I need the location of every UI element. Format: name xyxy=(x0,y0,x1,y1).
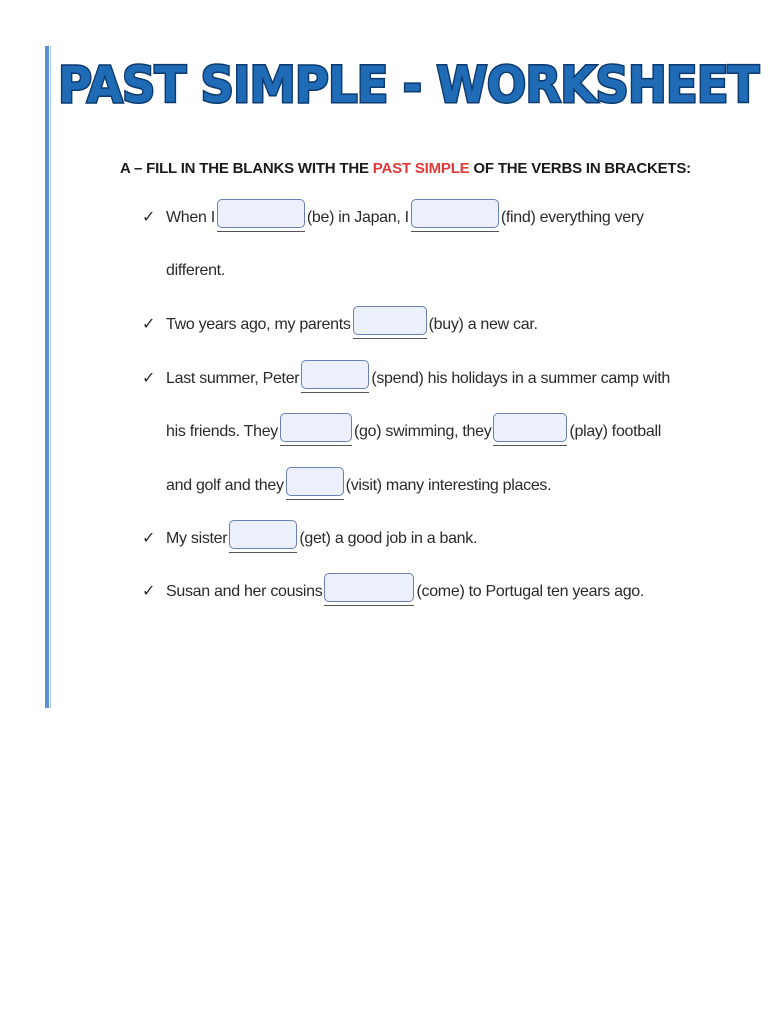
sentence-2-line-1 xyxy=(166,311,538,339)
answer-input-3[interactable] xyxy=(353,306,427,335)
instruction-text-end: OF THE VERBS IN BRACKETS: xyxy=(469,160,691,177)
sentence-text: Last summer, Peter xyxy=(166,370,300,387)
answer-blank-6[interactable] xyxy=(493,419,567,446)
worksheet-title: PAST SIMPLE - WORKSHEET xyxy=(58,56,759,114)
answer-input-2[interactable] xyxy=(411,199,499,228)
sentence-4-line-1 xyxy=(166,525,477,553)
sentence-text: My sister xyxy=(166,530,228,547)
sentence-text: (play) football xyxy=(569,423,662,440)
section-a-instruction xyxy=(120,160,691,177)
sentence-3-line-3 xyxy=(166,472,551,500)
sentence-3-line-1 xyxy=(166,365,670,393)
answer-input-9[interactable] xyxy=(324,573,414,602)
answer-input-4[interactable] xyxy=(301,360,369,389)
sentence-text: Two years ago, my parents xyxy=(166,316,351,333)
sentence-text: different. xyxy=(166,262,225,279)
check-mark-icon: ✓ xyxy=(142,530,156,547)
sentence-text: (get) a good job in a bank. xyxy=(299,530,478,547)
sentence-text: (spend) his holidays in a summer camp with xyxy=(371,370,670,387)
answer-blank-7[interactable] xyxy=(286,473,344,500)
answer-blank-3[interactable] xyxy=(353,312,427,339)
answer-input-1[interactable] xyxy=(217,199,305,228)
check-mark-icon: ✓ xyxy=(142,583,156,600)
answer-input-5[interactable] xyxy=(280,413,352,442)
sentence-5-line-1 xyxy=(166,578,644,606)
check-mark-icon: ✓ xyxy=(142,209,156,226)
left-margin-rule xyxy=(45,46,49,708)
check-mark-icon: ✓ xyxy=(142,370,156,387)
sentence-text: (buy) a new car. xyxy=(428,316,538,333)
instruction-text-start: A – FILL IN THE BLANKS WITH THE xyxy=(120,160,373,177)
sentence-text: (come) to Portugal ten years ago. xyxy=(416,583,645,600)
sentence-3-line-2 xyxy=(166,418,661,446)
sentence-1-line-1 xyxy=(166,204,644,232)
answer-input-6[interactable] xyxy=(493,413,567,442)
answer-blank-1[interactable] xyxy=(217,205,305,232)
answer-blank-4[interactable] xyxy=(301,366,369,393)
sentence-text: his friends. They xyxy=(166,423,278,440)
sentence-text: (visit) many interesting places. xyxy=(345,477,552,494)
check-mark-icon: ✓ xyxy=(142,316,156,333)
sentence-text: (go) swimming, they xyxy=(354,423,492,440)
sentence-text: (find) everything very xyxy=(500,209,644,226)
answer-blank-8[interactable] xyxy=(229,526,297,553)
sentence-text: Susan and her cousins xyxy=(166,583,323,600)
sentence-text: When I xyxy=(166,209,215,226)
instruction-highlight: PAST SIMPLE xyxy=(372,160,470,177)
answer-input-7[interactable] xyxy=(286,467,344,496)
sentence-text: and golf and they xyxy=(166,477,284,494)
answer-blank-9[interactable] xyxy=(324,579,414,606)
answer-blank-2[interactable] xyxy=(411,205,499,232)
sentence-text: (be) in Japan, I xyxy=(306,209,409,226)
answer-input-8[interactable] xyxy=(229,520,297,549)
sentence-1-line-2 xyxy=(166,257,225,285)
answer-blank-5[interactable] xyxy=(280,419,352,446)
